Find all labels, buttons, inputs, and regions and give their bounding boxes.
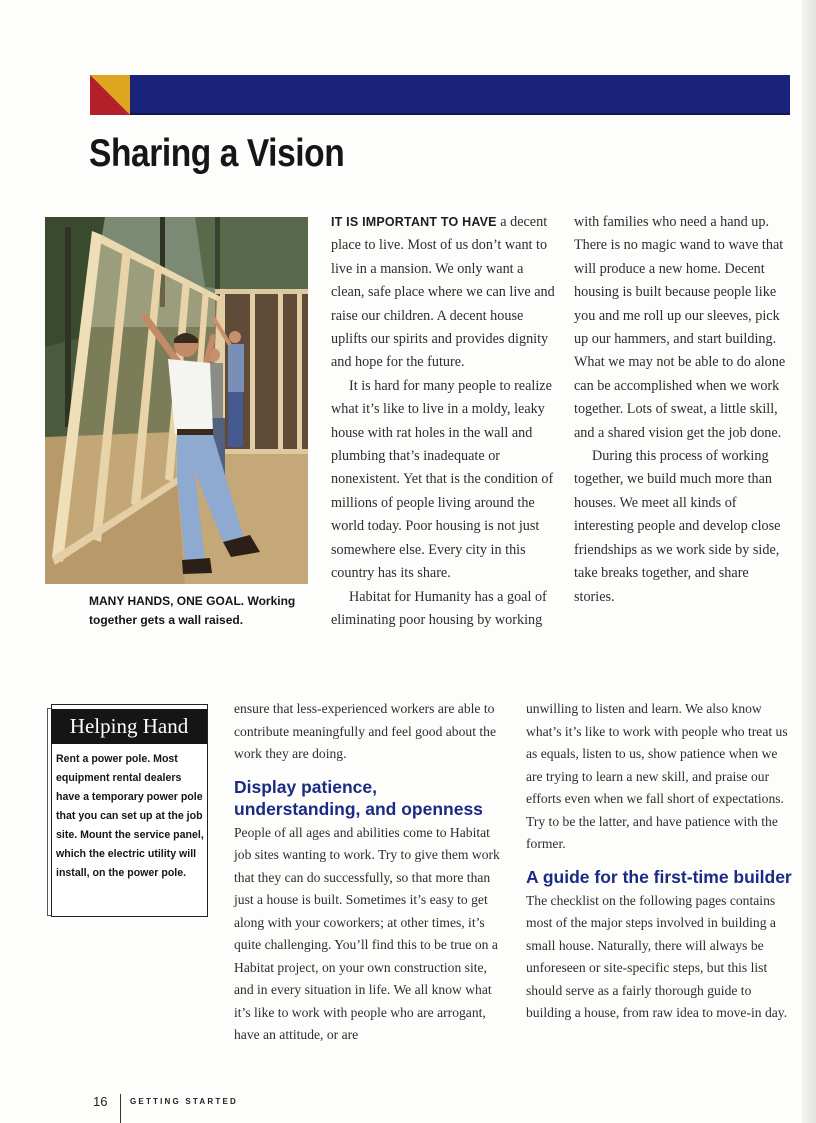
article-column-3 — [234, 698, 506, 1047]
sidebar-title: Helping Hand — [51, 709, 207, 744]
header-bar-underline — [90, 113, 790, 115]
article-paragraph: People of all ages and abilities come to Habitat job sites wanting to work. Try to give them work that they can do successfully, so that more than just a house is built. Sometimes it’s easy to get along with your coworkers; at other times, it’s quite challenging. You’ll find this to be true on a Habitat project, on your own construction site, and in every situation in life. We all know what it’s like to work with people who are arrogant, have an attitude, or are — [234, 824, 500, 1042]
page-number: 16 — [93, 1094, 108, 1109]
paragraph-text: a decent place to live. Most of us don’t want to live in a mansion. We only want a clean, safe place where we can live and raise our children. A decent house uplifts our spirits and provides dignity and hope for the future. — [331, 214, 555, 371]
wall-raising-photo — [45, 217, 308, 584]
article-paragraph: The checklist on the following pages contains most of the major steps involved in building a small house. Naturally, there will always be unforeseen or site-specific steps, but this list should serve as a fairly thorough guide to building a house, from raw idea to move-in day. — [526, 892, 788, 1020]
lead-in: IT IS IMPORTANT TO HAVE — [331, 215, 497, 229]
footer-divider — [120, 1094, 121, 1123]
article-column-4 — [526, 698, 792, 1025]
header-bar — [90, 75, 790, 115]
article-paragraph — [331, 211, 556, 375]
article-paragraph: During this process of working together, we build much more than houses. We meet all kinds of interesting people and develop close friendships as we work side by side, take breaks together, and share stories. — [574, 448, 781, 605]
article-column-2 — [574, 211, 789, 609]
section-subhead: Display patience, understanding, and openness — [234, 776, 483, 819]
caption-text: Working together gets a wall raised. — [89, 594, 296, 627]
section-subhead: A guide for the first-time builder — [526, 866, 792, 887]
page-title: Sharing a Vision — [89, 132, 345, 175]
page-edge-shadow — [802, 0, 816, 1123]
caption-lead: MANY HANDS, ONE GOAL. — [89, 594, 245, 608]
article-paragraph: Habitat for Humanity has a goal of eliminating poor housing by working — [331, 588, 547, 628]
article-paragraph: ensure that less-experienced workers are able to contribute meaningfully and feel good about the work they are doing. — [234, 701, 496, 761]
article-paragraph: unwilling to listen and learn. We also know what’s it’s like to work with people who treat us as equals, listen to us, show patience when we are trying to learn a new skill, and praise our efforts even when we fall short of expectations. Try to be the latter, and have patience with the former. — [526, 701, 788, 851]
sidebar-box — [51, 704, 208, 917]
photo-caption — [89, 592, 314, 630]
sidebar-text: Rent a power pole. Most equipment rental dealers have a temporary power pole that you can set up at the job site. Mount the service panel, which the electric utility will install, on the power pole. — [56, 753, 204, 879]
article-paragraph: with families who need a hand up. There is no magic wand to wave that will produce a new home. Decent housing is built because people like you and me roll up our sleeves, pick up our hammers, and start building. What we may not be able to do alone can be accomplished when we work together. Lots of sweat, a little skill, and a shared vision get the job done. — [574, 214, 786, 441]
corner-triangles-icon — [90, 75, 130, 115]
article-paragraph: It is hard for many people to realize what it’s like to live in a moldy, leaky house with rat holes in the wall and plumbing that’s inadequate or nonexistent. Yet that is the condition of millions of people living around the world today. Poor housing is not just somewhere else. Every city in this country has its share. — [331, 377, 554, 582]
section-name: GETTING STARTED — [130, 1097, 238, 1106]
article-column-1 — [331, 211, 556, 632]
helping-hand-sidebar — [45, 704, 206, 918]
